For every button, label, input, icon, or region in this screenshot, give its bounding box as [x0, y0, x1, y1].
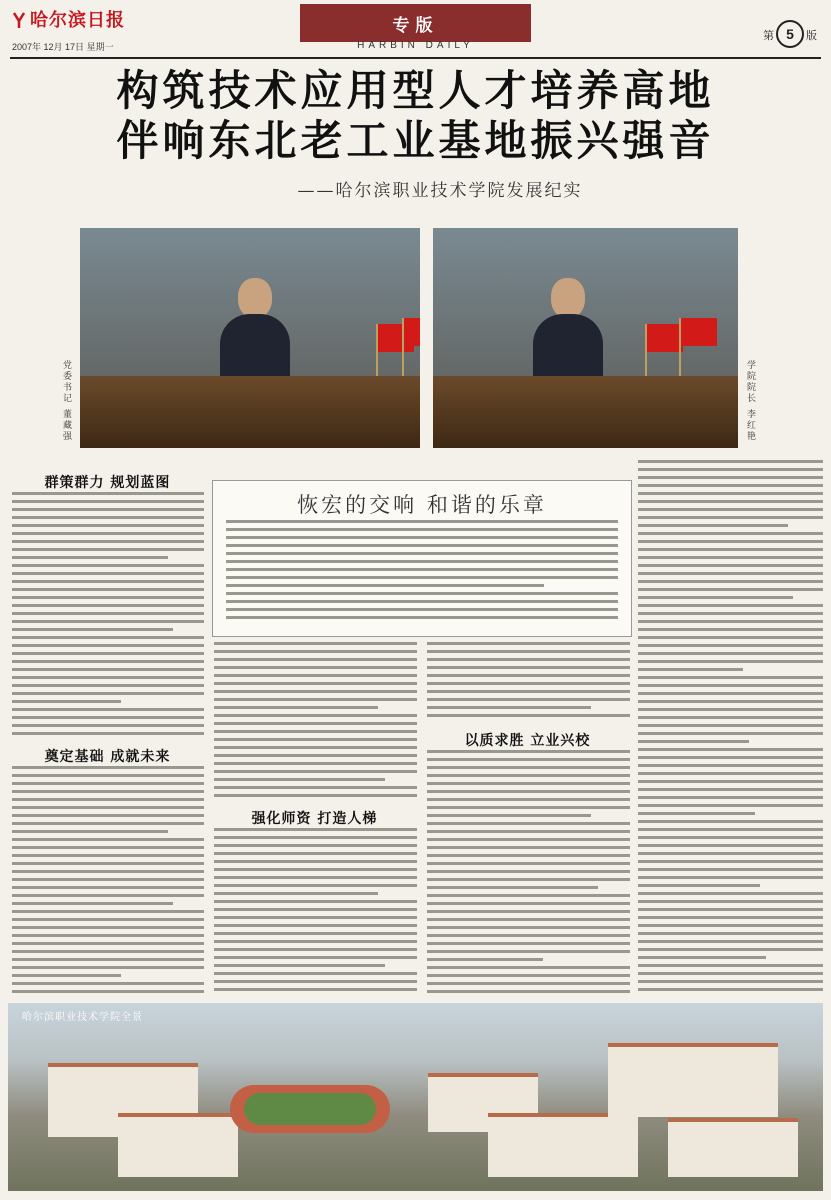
column-1-text — [12, 492, 204, 742]
text-line — [214, 844, 417, 847]
text-line — [12, 774, 204, 777]
text-line — [427, 682, 630, 685]
text-line — [12, 668, 204, 671]
text-line — [214, 698, 417, 701]
text-line — [12, 942, 204, 945]
text-line — [427, 698, 630, 701]
text-line — [214, 642, 417, 645]
text-line — [638, 756, 823, 759]
text-line — [638, 860, 823, 863]
text-line — [427, 690, 630, 693]
text-line — [638, 524, 788, 527]
text-line — [12, 572, 204, 575]
dateline — [12, 40, 114, 53]
section-head-1: 群策群力 规划蓝图 — [44, 475, 171, 491]
text-line — [638, 852, 823, 855]
masthead-rule — [10, 57, 821, 59]
text-line — [638, 844, 823, 847]
text-line — [214, 770, 417, 773]
text-line — [12, 886, 204, 889]
box-body-text — [226, 520, 618, 628]
text-line — [638, 812, 755, 815]
text-line — [12, 508, 204, 511]
text-line — [427, 790, 630, 793]
text-line — [226, 576, 618, 579]
text-line — [12, 814, 204, 817]
text-line — [638, 876, 823, 879]
column-3-text — [427, 642, 630, 726]
desk — [433, 376, 738, 448]
text-line — [638, 508, 823, 511]
text-line — [638, 772, 823, 775]
text-line — [214, 666, 417, 669]
text-line — [214, 876, 417, 879]
text-line — [12, 950, 204, 953]
building — [668, 1118, 798, 1177]
text-line — [214, 754, 417, 757]
text-line — [214, 924, 417, 927]
text-line — [638, 612, 823, 615]
text-line — [638, 516, 823, 519]
text-line — [12, 524, 204, 527]
text-line — [638, 980, 823, 983]
text-line — [214, 860, 417, 863]
text-line — [638, 796, 823, 799]
text-line — [12, 934, 204, 937]
building — [118, 1113, 238, 1177]
text-line — [638, 628, 823, 631]
text-line — [638, 916, 823, 919]
text-line — [427, 830, 630, 833]
newspaper-logo — [12, 6, 125, 32]
text-line — [12, 974, 121, 977]
section-head-3: 强化师资 打造人梯 — [251, 811, 378, 827]
text-line — [12, 628, 173, 631]
text-line — [427, 950, 630, 953]
text-line — [427, 758, 630, 761]
text-line — [12, 790, 204, 793]
text-line — [638, 780, 823, 783]
flag-icon — [647, 324, 683, 352]
text-line — [12, 588, 204, 591]
text-line — [12, 862, 204, 865]
text-line — [214, 892, 378, 895]
text-line — [427, 782, 630, 785]
text-line — [638, 740, 749, 743]
text-line — [427, 958, 543, 961]
text-line — [638, 828, 823, 831]
text-line — [638, 540, 823, 543]
text-line — [427, 838, 630, 841]
subheadline: ——哈尔滨职业技术学院发展纪实 — [297, 181, 583, 201]
text-line — [427, 650, 630, 653]
text-line — [214, 762, 417, 765]
text-line — [638, 644, 823, 647]
text-line — [638, 676, 823, 679]
text-line — [214, 908, 417, 911]
issue-date: 2007年 12月 17日 — [12, 42, 85, 52]
column-3-text-b — [427, 750, 630, 998]
text-line — [12, 636, 204, 639]
text-line — [12, 798, 204, 801]
text-line — [214, 714, 417, 717]
text-line — [638, 908, 823, 911]
text-line — [427, 918, 630, 921]
text-line — [12, 982, 204, 985]
text-line — [214, 778, 385, 781]
text-line — [638, 940, 823, 943]
text-line — [427, 674, 630, 677]
text-line — [226, 600, 618, 603]
text-line — [12, 910, 204, 913]
text-line — [427, 934, 630, 937]
page-prefix: 第 — [763, 30, 774, 42]
photo-caption-left — [60, 360, 73, 442]
text-line — [427, 666, 630, 669]
text-line — [638, 556, 823, 559]
text-line — [12, 958, 204, 961]
photo-college-president — [433, 228, 738, 448]
text-line — [427, 990, 630, 993]
section-name-en: HARBIN DAILY — [357, 40, 474, 51]
text-line — [12, 894, 204, 897]
portrait-person — [220, 278, 290, 388]
text-line — [638, 900, 823, 903]
text-line — [638, 972, 823, 975]
text-line — [427, 862, 630, 865]
column-1-text-b — [12, 766, 204, 998]
text-line — [214, 690, 417, 693]
text-line — [12, 700, 121, 703]
text-line — [638, 948, 823, 951]
text-line — [638, 684, 823, 687]
building — [608, 1043, 778, 1117]
text-line — [12, 620, 204, 623]
text-line — [638, 580, 823, 583]
text-line — [12, 692, 204, 695]
text-line — [638, 700, 823, 703]
text-line — [12, 822, 204, 825]
text-line — [638, 788, 823, 791]
text-line — [12, 716, 204, 719]
text-line — [12, 724, 204, 727]
text-line — [214, 940, 417, 943]
text-line — [226, 552, 618, 555]
text-line — [226, 520, 618, 523]
sports-field — [244, 1093, 376, 1125]
caption-name-left: 董藏强 — [61, 408, 71, 442]
text-line — [427, 774, 630, 777]
text-line — [427, 806, 630, 809]
text-line — [427, 974, 630, 977]
text-line — [214, 746, 417, 749]
text-line — [427, 814, 591, 817]
text-line — [214, 794, 417, 797]
text-line — [214, 722, 417, 725]
section-banner — [300, 4, 531, 42]
text-line — [226, 544, 618, 547]
text-line — [638, 692, 823, 695]
text-line — [226, 528, 618, 531]
text-line — [12, 708, 204, 711]
text-line — [214, 650, 417, 653]
text-line — [226, 560, 618, 563]
text-line — [638, 476, 823, 479]
text-line — [214, 658, 417, 661]
section-head-2: 奠定基础 成就未来 — [44, 749, 171, 765]
text-line — [638, 892, 823, 895]
text-line — [638, 804, 823, 807]
text-line — [638, 956, 766, 959]
text-line — [427, 766, 630, 769]
section-name: 专版 — [392, 15, 439, 36]
text-line — [12, 830, 168, 833]
text-line — [638, 620, 823, 623]
text-line — [214, 738, 417, 741]
text-line — [427, 714, 630, 717]
paper-name: 哈尔滨日报 — [30, 10, 125, 31]
text-line — [638, 564, 823, 567]
flag-icon — [681, 318, 717, 346]
text-line — [226, 584, 544, 587]
feature-box-title: 恢宏的交响 和谐的乐章 — [297, 493, 547, 517]
text-line — [427, 750, 630, 753]
text-line — [427, 910, 630, 913]
text-line — [638, 924, 823, 927]
text-line — [12, 806, 204, 809]
text-line — [427, 894, 630, 897]
text-line — [427, 822, 630, 825]
text-line — [12, 580, 204, 583]
text-line — [427, 878, 630, 881]
text-line — [12, 902, 173, 905]
campus-caption: 哈尔滨职业技术学院全景 — [22, 1012, 143, 1023]
page-number — [763, 20, 817, 48]
text-line — [638, 652, 823, 655]
text-line — [638, 532, 823, 535]
text-line — [12, 540, 204, 543]
headline-line-2: 伴响东北老工业基地振兴强音 — [116, 116, 715, 165]
text-line — [214, 884, 417, 887]
text-line — [214, 852, 417, 855]
headline-line-1: 构筑技术应用型人才培养高地 — [116, 66, 715, 115]
text-line — [638, 460, 823, 463]
text-line — [214, 948, 417, 951]
text-line — [638, 548, 823, 551]
column-2-text-b — [214, 828, 417, 998]
text-line — [12, 564, 204, 567]
text-line — [12, 516, 204, 519]
text-line — [427, 942, 630, 945]
text-line — [214, 916, 417, 919]
text-line — [214, 828, 417, 831]
text-line — [638, 868, 823, 871]
text-line — [638, 836, 823, 839]
text-line — [12, 612, 204, 615]
text-line — [12, 918, 204, 921]
text-line — [638, 732, 823, 735]
text-line — [226, 536, 618, 539]
text-line — [226, 592, 618, 595]
text-line — [638, 988, 823, 991]
text-line — [427, 870, 630, 873]
page-suffix: 版 — [806, 30, 817, 42]
text-line — [226, 608, 618, 611]
text-line — [638, 468, 823, 471]
text-line — [427, 902, 630, 905]
text-line — [214, 972, 417, 975]
text-line — [638, 884, 760, 887]
text-line — [214, 682, 417, 685]
text-line — [638, 668, 743, 671]
headline — [0, 66, 831, 166]
column-2-text — [214, 642, 417, 804]
text-line — [12, 604, 204, 607]
text-line — [12, 532, 204, 535]
text-line — [427, 642, 630, 645]
text-line — [12, 644, 204, 647]
text-line — [214, 836, 417, 839]
text-line — [638, 660, 823, 663]
text-line — [427, 886, 598, 889]
issue-weekday: 星期一 — [86, 42, 114, 52]
text-line — [12, 766, 204, 769]
text-line — [12, 966, 204, 969]
masthead — [0, 0, 831, 58]
text-line — [12, 838, 204, 841]
page-number-circle: 5 — [776, 20, 804, 48]
text-line — [638, 572, 823, 575]
text-line — [427, 926, 630, 929]
building — [488, 1113, 638, 1177]
text-line — [638, 596, 793, 599]
caption-name-right: 李红艳 — [745, 408, 755, 442]
text-line — [214, 674, 417, 677]
text-line — [638, 764, 823, 767]
text-line — [12, 596, 204, 599]
caption-title-right: 学院院长 — [745, 360, 755, 404]
text-line — [226, 616, 618, 619]
caption-title-left: 党委书记 — [61, 360, 71, 404]
photo-party-secretary — [80, 228, 420, 448]
logo-mark-icon — [12, 11, 26, 29]
text-line — [12, 548, 204, 551]
text-line — [638, 932, 823, 935]
text-line — [427, 982, 630, 985]
text-line — [12, 990, 204, 993]
text-line — [638, 964, 823, 967]
text-line — [427, 706, 591, 709]
text-line — [427, 798, 630, 801]
text-line — [12, 652, 204, 655]
text-line — [638, 820, 823, 823]
text-line — [12, 492, 204, 495]
desk — [80, 376, 420, 448]
text-line — [214, 964, 385, 967]
campus-panorama — [8, 1003, 823, 1191]
text-line — [12, 732, 204, 735]
text-line — [427, 854, 630, 857]
text-line — [214, 900, 417, 903]
text-line — [12, 854, 204, 857]
text-line — [214, 786, 417, 789]
text-line — [214, 988, 417, 991]
text-line — [638, 500, 823, 503]
text-line — [638, 708, 823, 711]
text-line — [214, 956, 417, 959]
text-line — [12, 870, 204, 873]
text-line — [427, 846, 630, 849]
text-line — [12, 878, 204, 881]
text-line — [638, 716, 823, 719]
text-line — [638, 724, 823, 727]
text-line — [214, 868, 417, 871]
text-line — [12, 846, 204, 849]
text-line — [12, 676, 204, 679]
text-line — [214, 730, 417, 733]
text-line — [214, 980, 417, 983]
text-line — [12, 500, 204, 503]
photo-caption-right — [744, 360, 757, 442]
text-line — [12, 556, 168, 559]
portrait-person — [533, 278, 603, 388]
text-line — [638, 588, 823, 591]
text-line — [12, 684, 204, 687]
text-line — [638, 492, 823, 495]
text-line — [638, 636, 823, 639]
text-line — [427, 658, 630, 661]
text-line — [12, 782, 204, 785]
section-head-4: 以质求胜 立业兴校 — [464, 733, 591, 749]
text-line — [427, 966, 630, 969]
text-line — [638, 604, 823, 607]
text-line — [638, 748, 823, 751]
text-line — [226, 568, 618, 571]
column-4-text — [638, 460, 823, 998]
text-line — [214, 706, 378, 709]
text-line — [214, 932, 417, 935]
text-line — [12, 660, 204, 663]
text-line — [638, 484, 823, 487]
flag-icon — [404, 318, 420, 346]
text-line — [12, 926, 204, 929]
